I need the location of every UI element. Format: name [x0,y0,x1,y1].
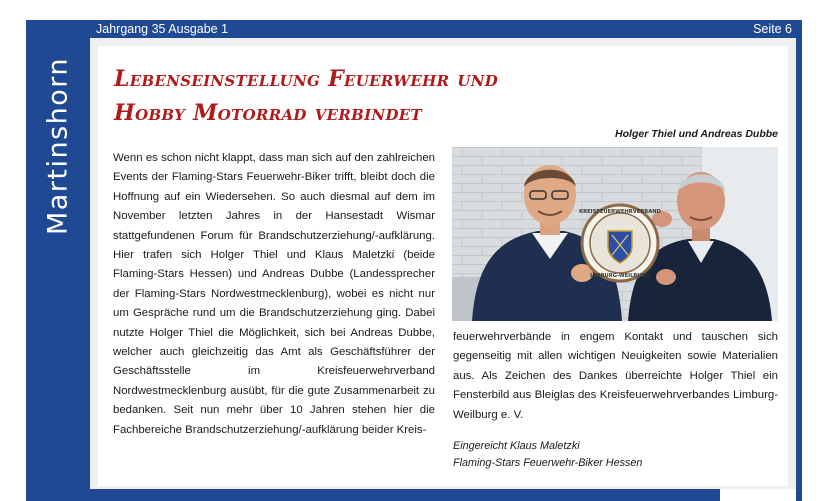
photo-illustration [452,147,778,321]
headline-line-1: Lebenseinstellung Feuerwehr und [114,66,499,92]
magazine-title: Martinshorn [42,56,74,236]
signature-organization: Flaming-Stars Feuerwehr-Biker Hessen [453,457,643,469]
page-number: Seite 6 [753,22,792,36]
headline-line-2: Hobby Motorrad verbindet [114,100,422,126]
right-border [796,20,802,501]
emblem-bottom-text: LIMBURG-WEILBURG [590,273,650,279]
issue-label: Jahrgang 35 Ausgabe 1 [96,22,229,36]
signature-submitter: Eingereicht Klaus Maletzki [453,440,580,452]
header-bar [90,20,800,38]
article-photo [452,147,778,321]
bottom-border [90,489,720,501]
article-body-right: feuerwehrverbände in engem Kontakt und tauschen sich gegenseitig mit allen wichtigen Neuigkeiten sowie Materialien aus. Als Zeichen des Dankes überreichte Holger Thiel ein Fensterbild aus Bleiglas des Kreisfeuerwehrverbandes Limburg-Weilburg e. V. [453,331,778,421]
emblem-top-text: KREISFEUERWEHRVERBAND [579,209,661,215]
article-signature [453,438,778,472]
article-headline [114,62,674,130]
photo-caption: Holger Thiel und Andreas Dubbe [615,128,778,140]
article-body-left: Wenn es schon nicht klappt, dass man sich auf den zahlreichen Events der Flaming-Stars Feuerwehr-Biker trifft, bleibt doch die Hoffnung auf ein Wiedersehen. So auch diesmal auf dem im November letzten Jahres in der Hansestadt Wismar stattgefundenen Forum für Brandschutzerziehung/-aufklärung. Hier trafen sich Holger Thiel und Klaus Maletzki (beide Flaming-Stars Hessen) und Andreas Dubbe (Landessprecher der Flaming-Stars Nordwestmecklenburg), wobei es nicht nur um Gespräche rund um die Brandschutzerziehung ging. Dabei nutzte Holger Thiel die Möglichkeit, sich bei Andreas Dubbe, welcher auch gleichzeitig das Amt als Geschäftsführer der Geschäftsstelle im Kreisfeuerwehrverband Nordwestmecklenburg ausübt, für die gute Zusammenarbeit zu bedanken. Seit nun mehr über 10 Jahren stehen hier die Fachbereiche Brandschutzerziehung/-aufklärung beider Kreis- [113,152,435,436]
